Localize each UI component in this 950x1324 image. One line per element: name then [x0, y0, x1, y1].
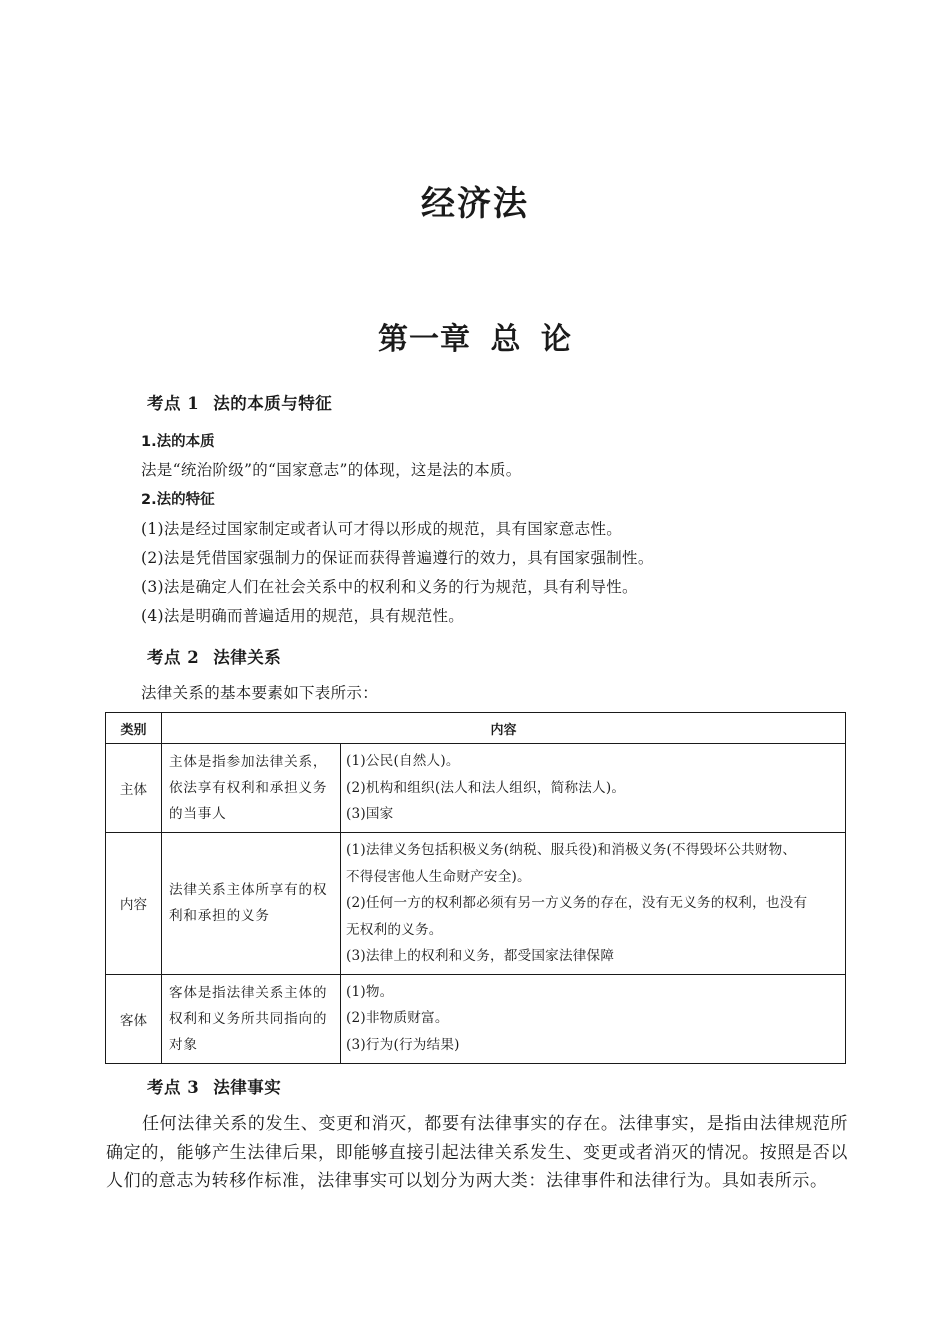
content-line: (2)任何一方的权利都必须有另一方义务的存在，没有无义务的权利，也没有: [346, 895, 808, 911]
section2-number: 考点 2: [147, 648, 200, 667]
feature-item: (1)法是经过国家制定或者认可才得以形成的规范，具有国家意志性。: [141, 520, 623, 538]
table-row: [106, 974, 846, 1063]
row-content: [341, 833, 846, 975]
row-category: 客体: [106, 974, 162, 1063]
section1-sub1-heading: 1.法的本质: [141, 434, 215, 450]
row-description: 主体是指参加法律关系，依法享有权利和承担义务的当事人: [162, 744, 341, 833]
section3-number: 考点 3: [147, 1078, 200, 1097]
feature-item: (4)法是明确而普遍适用的规范，具有规范性。: [141, 607, 465, 625]
feature-item: (2)法是凭借国家强制力的保证而获得普遍遵行的效力，具有国家强制性。: [141, 549, 654, 567]
content-line: (3)行为(行为结果): [346, 1036, 460, 1053]
header-content: 内容: [162, 713, 846, 744]
chapter-title: 第一章 总 论: [378, 322, 572, 357]
content-line: (3)法律上的权利和义务，都受国家法律保障: [346, 948, 615, 964]
row-content: [341, 974, 846, 1063]
book-title: 经济法: [421, 184, 529, 224]
header-category: 类别: [106, 713, 162, 744]
row-description: 法律关系主体所享有的权利和承担的义务: [162, 833, 341, 975]
section1-number: 考点 1: [147, 394, 200, 413]
table-row: [106, 744, 846, 833]
content-line: (1)物。: [346, 983, 394, 1000]
section3-title: 法律事实: [213, 1078, 282, 1097]
section1-heading: [147, 390, 332, 414]
section2-intro: 法律关系的基本要素如下表所示：: [141, 684, 379, 702]
section1-sub1-text: 法是“统治阶级”的“国家意志”的体现，这是法的本质。: [141, 461, 522, 479]
content-line: 无权利的义务。: [346, 921, 443, 938]
section2-heading: [147, 644, 281, 668]
section3-heading: [147, 1074, 281, 1098]
table-row: [106, 833, 846, 975]
content-line: (2)机构和组织(法人和法人组织，简称法人)。: [346, 779, 626, 796]
row-category: 主体: [106, 744, 162, 833]
table-header-row: [106, 713, 846, 744]
row-description: 客体是指法律关系主体的权利和义务所共同指向的对象: [162, 974, 341, 1063]
content-line: (2)非物质财富。: [346, 1010, 449, 1027]
section1-title: 法的本质与特征: [213, 394, 333, 413]
legal-relation-table: [105, 712, 846, 1064]
section3-paragraph: 任何法律关系的发生、变更和消灭，都要有法律事实的存在。法律事实，是指由法律规范所确定的，能够产生法律后果，即能够直接引起法律关系发生、变更或者消灭的情况。按照是否以人们的意志为转移作标准，法律事实可以划分为两大类：法律事件和法律行为。具如表所示。: [106, 1114, 848, 1191]
section1-sub2-heading: 2.法的特征: [141, 492, 215, 508]
content-line: 不得侵害他人生命财产安全)。: [346, 868, 531, 885]
row-content: [341, 744, 846, 833]
feature-item: (3)法是确定人们在社会关系中的权利和义务的行为规范，具有利导性。: [141, 578, 638, 596]
content-line: (3)国家: [346, 806, 394, 823]
row-category: 内容: [106, 833, 162, 975]
content-line: (1)公民(自然人)。: [346, 753, 460, 770]
section2-title: 法律关系: [213, 648, 282, 667]
content-line: (1)法律义务包括积极义务(纳税、服兵役)和消极义务(不得毁坏公共财物、: [346, 842, 797, 858]
